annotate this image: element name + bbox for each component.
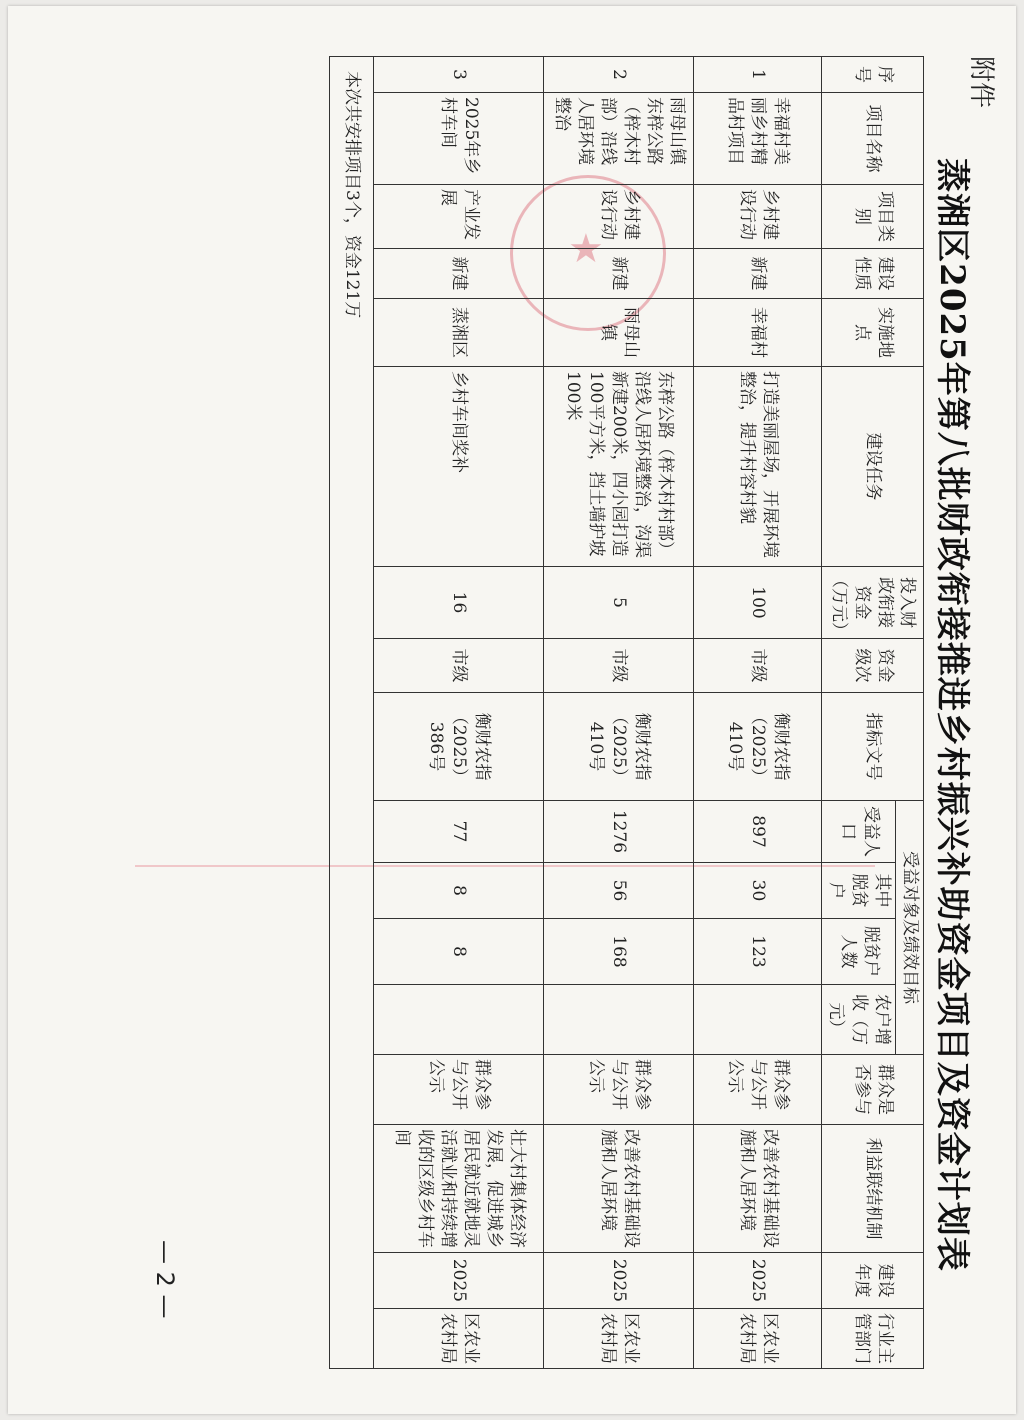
rotated-page — [124, 0, 1024, 1420]
cell-task: 打造美丽屋场，开展环境整治，提升村容村貌 — [694, 367, 822, 567]
header-amount: 投入财政衔接资金（万元） — [822, 567, 924, 639]
cell-doc: 衡财农指（2025）386号 — [374, 693, 544, 801]
cell-nature: 新建 — [694, 249, 822, 299]
table-row — [544, 57, 694, 1369]
cell-income — [694, 985, 822, 1055]
cell-seq: 3 — [374, 57, 544, 93]
cell-location: 幸福村 — [694, 299, 822, 367]
header-doc: 指标文号 — [822, 693, 924, 801]
cell-location: 雨母山镇 — [544, 299, 694, 367]
cell-location: 蒸湘区 — [374, 299, 544, 367]
cell-category: 产业发展 — [374, 185, 544, 249]
cell-task: 东梓公路（梓木村村部）沿线人居环境整治，沟渠新建200米，四小园打造100平方米，挡土墙护坡100米 — [544, 367, 694, 567]
cell-year: 2025 — [374, 1253, 544, 1309]
cell-poor: 30 — [694, 863, 822, 919]
cell-dept: 区农业农村局 — [694, 1309, 822, 1369]
cell-nature: 新建 — [544, 249, 694, 299]
cell-participation: 群众参与公开公示 — [694, 1055, 822, 1125]
cell-name: 2025年乡村车间 — [374, 93, 544, 185]
header-level: 资金级次 — [822, 639, 924, 693]
cell-dept: 区农业农村局 — [544, 1309, 694, 1369]
cell-year: 2025 — [694, 1253, 822, 1309]
document-title: 蒸湘区2025年第八批财政衔接推进乡村振兴补助资金项目及资金计划表 — [932, 158, 972, 1272]
cell-level: 市级 — [544, 639, 694, 693]
fund-plan-table — [329, 56, 924, 1369]
cell-income — [544, 985, 694, 1055]
cell-task: 乡村车间奖补 — [374, 367, 544, 567]
cell-name: 幸福村美丽乡村精品村项目 — [694, 93, 822, 185]
cell-name: 雨母山镇东梓公路（梓木村部）沿线人居环境整治 — [544, 93, 694, 185]
cell-poor: 56 — [544, 863, 694, 919]
table-row — [694, 57, 822, 1369]
cell-pop: 77 — [374, 801, 544, 863]
cell-doc: 衡财农指（2025）410号 — [544, 693, 694, 801]
attachment-label: 附件 — [966, 56, 996, 109]
cell-amount: 100 — [694, 567, 822, 639]
summary-row — [330, 57, 374, 1369]
table-header-row — [896, 57, 924, 1369]
cell-level: 市级 — [694, 639, 822, 693]
header-task: 建设任务 — [822, 367, 924, 567]
header-poor: 其中脱贫户 — [822, 863, 896, 919]
cell-poor-people: 168 — [544, 919, 694, 985]
header-dept: 行业主管部门 — [822, 1309, 924, 1369]
cell-pop: 1276 — [544, 801, 694, 863]
summary-cell: 本次共安排项目3个，资金121万 — [330, 57, 374, 1369]
cell-poor-people: 123 — [694, 919, 822, 985]
header-nature: 建设性质 — [822, 249, 924, 299]
cell-mechanism: 改善农村基础设施和人居环境 — [544, 1125, 694, 1253]
header-mechanism: 利益联结机制 — [822, 1125, 924, 1253]
header-participation: 群众是否参与 — [822, 1055, 924, 1125]
cell-mechanism: 改善农村基础设施和人居环境 — [694, 1125, 822, 1253]
cell-seq: 1 — [694, 57, 822, 93]
header-seq: 序号 — [822, 57, 924, 93]
cell-year: 2025 — [544, 1253, 694, 1309]
page-number: — 2 — — [151, 1240, 179, 1319]
header-year: 建设年度 — [822, 1253, 924, 1309]
header-location: 实施地点 — [822, 299, 924, 367]
header-income: 农户增收（万元） — [822, 985, 896, 1055]
cell-participation: 群众参与公开公示 — [544, 1055, 694, 1125]
header-name: 项目名称 — [822, 93, 924, 185]
header-pop: 受益人口 — [822, 801, 896, 863]
cell-category: 乡村建设行动 — [694, 185, 822, 249]
cell-level: 市级 — [374, 639, 544, 693]
cell-pop: 897 — [694, 801, 822, 863]
cell-participation: 群众参与公开公示 — [374, 1055, 544, 1125]
cell-doc: 衡财农指（2025）410号 — [694, 693, 822, 801]
cell-income — [374, 985, 544, 1055]
header-category: 项目类别 — [822, 185, 924, 249]
cell-poor: 8 — [374, 863, 544, 919]
table-row — [374, 57, 544, 1369]
cell-poor-people: 8 — [374, 919, 544, 985]
header-benefit-group: 受益对象及绩效目标 — [896, 801, 924, 1055]
cell-mechanism: 壮大村集体经济发展，促进城乡居民就近就地灵活就业和持续增收的区级乡村车间 — [374, 1125, 544, 1253]
header-poor-people: 脱贫户人数 — [822, 919, 896, 985]
cell-amount: 5 — [544, 567, 694, 639]
cell-dept: 区农业农村局 — [374, 1309, 544, 1369]
cell-amount: 16 — [374, 567, 544, 639]
cell-category: 乡村建设行动 — [544, 185, 694, 249]
cell-seq: 2 — [544, 57, 694, 93]
cell-nature: 新建 — [374, 249, 544, 299]
